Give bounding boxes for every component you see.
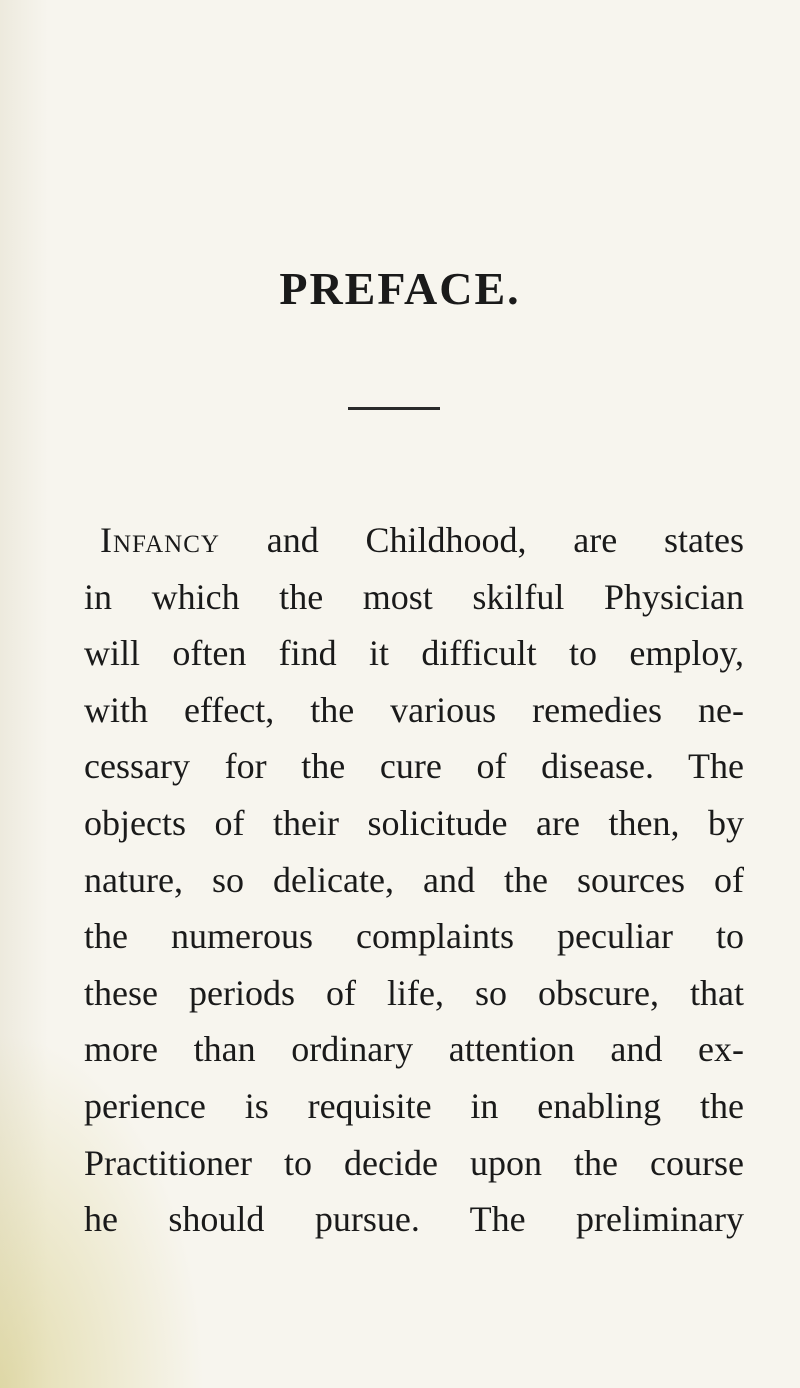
text-line-5: cessary for the cure of disease. The [84, 746, 744, 787]
title-divider [348, 407, 440, 410]
preface-paragraph [84, 512, 744, 1248]
text-line-3: will often find it difficult to employ, [84, 633, 744, 674]
text-line-7: nature, so delicate, and the sources of [84, 859, 744, 900]
page-title: PREFACE. [279, 263, 521, 314]
text-line-2: in which the most skilful Physician [84, 576, 744, 617]
text-line-12: Practitioner to decide upon the course [84, 1142, 744, 1183]
text-line-9: these periods of life, so obscure, that [84, 972, 744, 1013]
text-line-4: with effect, the various remedies ne- [84, 689, 744, 730]
text-line-6: objects of their solicitude are then, by [84, 802, 744, 843]
text-line-10: more than ordinary attention and ex- [84, 1029, 744, 1070]
text-line-1: Infancy and Childhood, are states [100, 520, 745, 560]
text-line-13: he should pursue. The preliminary [84, 1199, 744, 1240]
text-line-11: perience is requisite in enabling the [84, 1085, 744, 1126]
text-line-8: the numerous complaints peculiar to [84, 916, 744, 957]
lead-word: Infancy [100, 520, 220, 560]
